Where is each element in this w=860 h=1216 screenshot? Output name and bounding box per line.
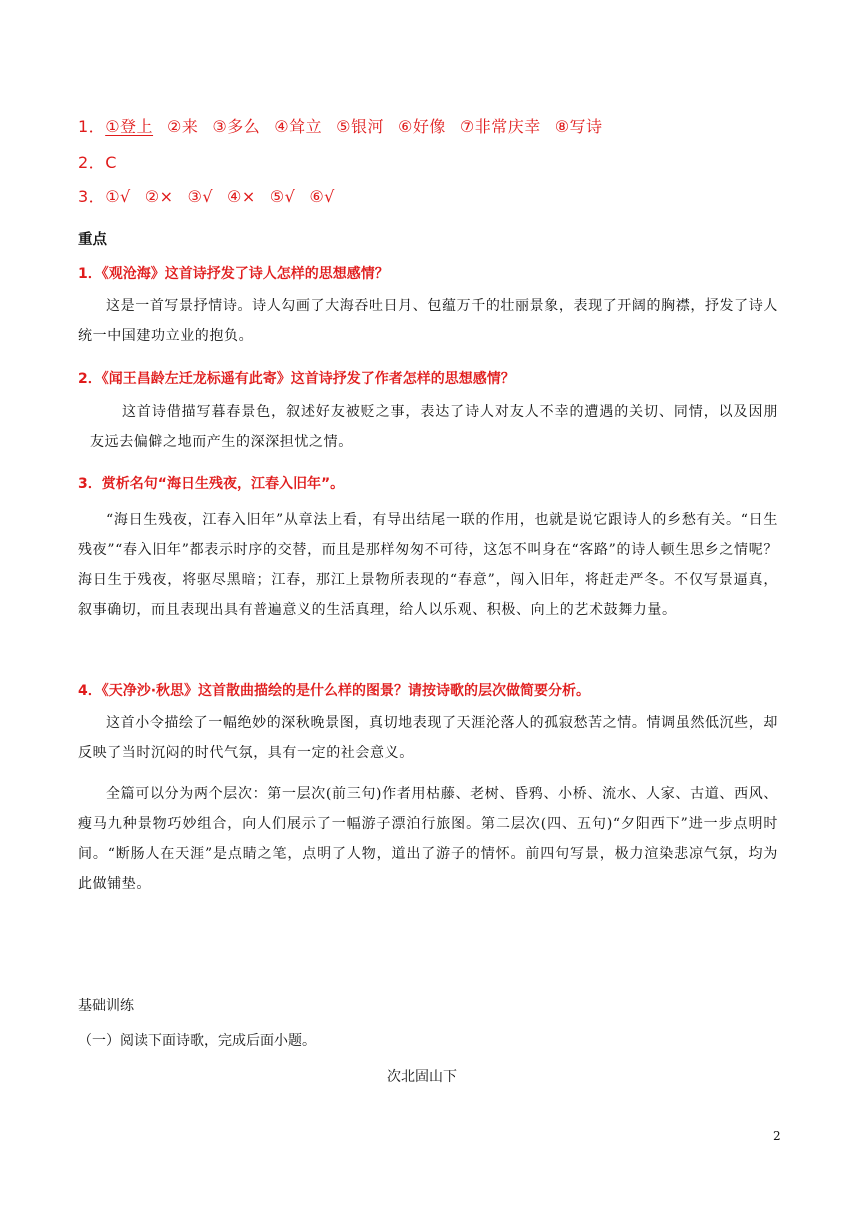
answer-item: ⑤√ [269, 187, 296, 206]
answer-paragraph: 这首诗借描写暮春景色，叙述好友被贬之事，表达了诗人对友人不幸的遭遇的关切、同情，以及因朋友远去偏僻之地而产生的深深担忧之情。 [90, 404, 778, 450]
question-title: 4．《天净沙·秋思》这首散曲描绘的是什么样的图景？请按诗歌的层次做简要分析。 [78, 683, 591, 699]
answer-item: ⑤银河 [336, 117, 384, 136]
answer-paragraph: 这是一首写景抒情诗。诗人勾画了大海吞吐日月、包蕴万千的壮丽景象，表现了开阔的胸襟，抒发了诗人统一中国建功立业的抱负。 [78, 298, 778, 344]
question-title: 2．《闻王昌龄左迁龙标遥有此寄》这首诗抒发了作者怎样的思想感情？ [78, 371, 515, 387]
answer-paragraph: 这首小令描绘了一幅绝妙的深秋晚景图，真切地表现了天涯沦落人的孤寂愁苦之情。情调虽然低沉些，却反映了当时沉闷的时代气氛，具有一定的社会意义。 [78, 715, 778, 761]
section-heading-key: 重点 [78, 232, 107, 248]
answer-number: 2． [78, 153, 106, 172]
answer-item: C [105, 153, 117, 172]
answer-item: ③√ [187, 187, 214, 206]
poem-title: 次北固山下 [387, 1069, 457, 1085]
answer-paragraph: “海日生残夜，江春入旧年”从章法上看，有导出结尾一联的作用，也就是说它跟诗人的乡愁有关。“日生残夜”“春入旧年”都表示时序的交替，而且是那样匆匆不可待，这怎不叫身在“客路”的诗人顿生思乡之情呢？海日生于残夜，将驱尽黑暗；江春，那江上景物所表现的“春意”，闯入旧年，将赶走严冬。不仅写景逼真，叙事确切，而且表现出具有普遍意义的生活真理，给人以乐观、积极、向上的艺术鼓舞力量。 [78, 512, 778, 618]
answer-item: ③多么 [212, 117, 261, 136]
answer-item: ⑦非常庆幸 [459, 117, 541, 136]
answer-line-3 [78, 184, 349, 207]
answer-paragraph: 全篇可以分为两个层次：第一层次(前三句)作者用枯藤、老树、昏鸦、小桥、流水、人家、古道、西风、瘦马九种景物巧妙组合，向人们展示了一幅游子漂泊行旅图。第二层次(四、五句)“夕阳西下”进一步点明时间。“断肠人在天涯”是点睛之笔，点明了人物，道出了游子的情怀。前四句写景，极力渲染悲凉气氛，均为此做铺垫。 [78, 786, 778, 892]
answer-item: ⑧写诗 [554, 117, 603, 136]
answer-item: ②来 [167, 117, 199, 136]
answer-item: ①登上 [105, 117, 154, 136]
answer-item: ②× [144, 187, 174, 206]
answer-item: ①√ [105, 187, 131, 206]
answer-item: ⑥√ [309, 187, 335, 206]
answer-item: ⑥好像 [397, 117, 446, 136]
section-heading-training: 基础训练 [78, 998, 134, 1014]
question-title: 3．赏析名句“海日生残夜，江春入旧年”。 [78, 476, 345, 492]
answer-number: 3． [78, 187, 106, 206]
question-title: 1．《观沧海》这首诗抒发了诗人怎样的思想感情？ [78, 266, 389, 282]
answer-item: ④× [227, 187, 256, 206]
answer-number: 1． [78, 117, 106, 136]
answer-line-1 [78, 114, 617, 137]
answer-line-2 [78, 150, 117, 173]
instruction-text: （一）阅读下面诗歌，完成后面小题。 [78, 1033, 316, 1049]
answer-item: ④耸立 [274, 117, 323, 136]
page-number: 2 [773, 1129, 781, 1143]
